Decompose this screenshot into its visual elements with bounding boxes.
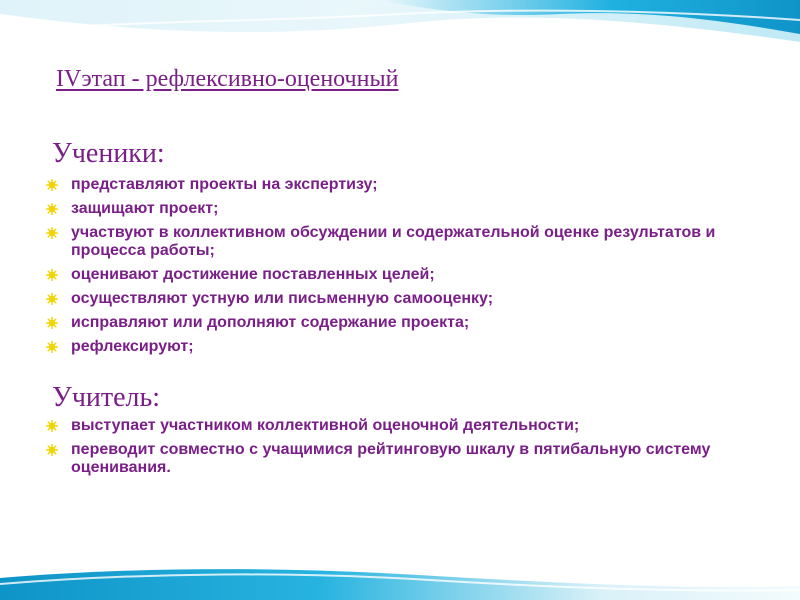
teacher-list xyxy=(44,417,744,483)
bottom-wave-decoration xyxy=(0,560,800,600)
slide-title: IVэтап - рефлексивно-оценочный xyxy=(56,66,399,92)
list-item-text: рефлексируют; xyxy=(71,338,194,355)
list-item xyxy=(44,266,744,284)
sun-bullet-icon xyxy=(46,269,58,281)
sun-bullet-icon xyxy=(46,420,58,432)
teacher-heading: Учитель: xyxy=(52,382,161,413)
sun-bullet-icon xyxy=(46,444,58,456)
list-item xyxy=(44,441,744,477)
sun-bullet-icon xyxy=(46,317,58,329)
students-heading: Ученики: xyxy=(52,138,165,169)
sun-bullet-icon xyxy=(46,179,58,191)
list-item xyxy=(44,314,744,332)
list-item xyxy=(44,338,744,356)
sun-bullet-icon xyxy=(46,293,58,305)
list-item xyxy=(44,224,744,260)
list-item-text: участвуют в коллективном обсуждении и содержательной оценке результатов и процесса работы; xyxy=(71,224,716,259)
list-item-text: переводит совместно с учащимися рейтинговую шкалу в пятибальную систему оценивания. xyxy=(71,441,711,476)
sun-bullet-icon xyxy=(46,341,58,353)
list-item xyxy=(44,200,744,218)
top-wave-decoration xyxy=(0,0,800,60)
list-item xyxy=(44,417,744,435)
list-item-text: представляют проекты на экспертизу; xyxy=(71,176,378,193)
list-item xyxy=(44,176,744,194)
list-item xyxy=(44,290,744,308)
list-item-text: защищают проект; xyxy=(71,200,219,217)
students-list xyxy=(44,176,744,362)
list-item-text: исправляют или дополняют содержание проекта; xyxy=(71,314,470,331)
sun-bullet-icon xyxy=(46,203,58,215)
sun-bullet-icon xyxy=(46,227,58,239)
list-item-text: осуществляют устную или письменную самооценку; xyxy=(71,290,494,307)
list-item-text: выступает участником коллективной оценочной деятельности; xyxy=(71,417,580,434)
list-item-text: оценивают достижение поставленных целей; xyxy=(71,266,435,283)
